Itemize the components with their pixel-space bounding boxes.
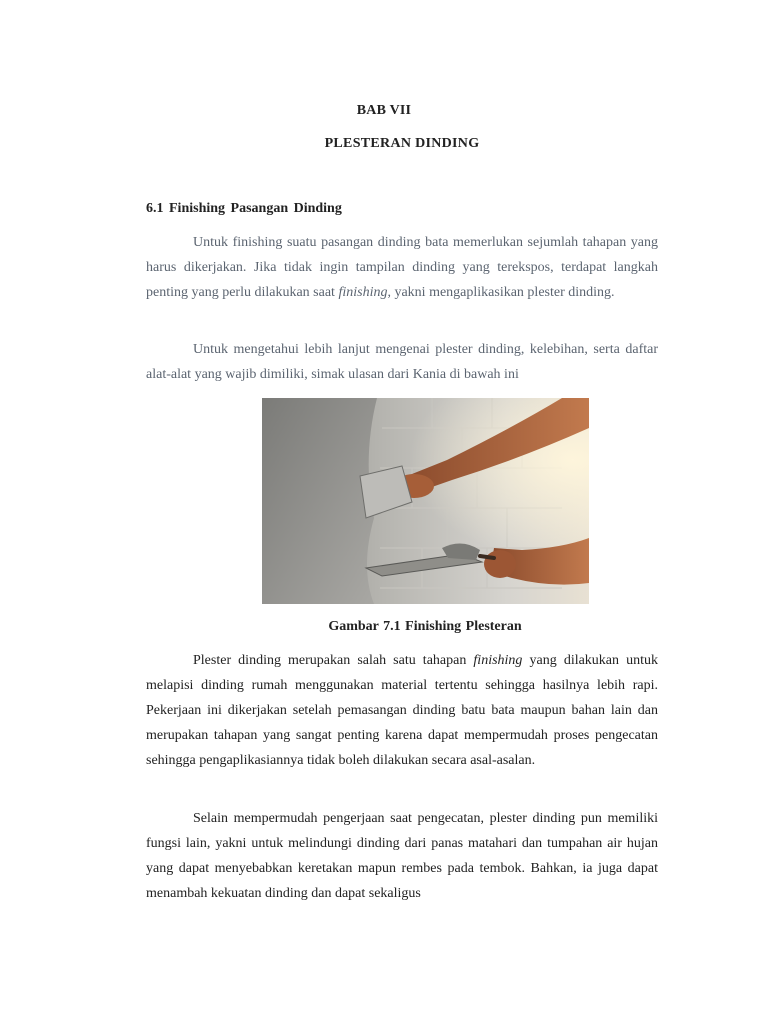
paragraph-3 bbox=[146, 648, 658, 773]
chapter-title: BAB VII bbox=[356, 103, 412, 118]
paragraph-1 bbox=[146, 230, 658, 305]
paragraph-1-italic: finishing bbox=[338, 285, 388, 300]
figure-plastering-photo bbox=[262, 398, 589, 604]
paragraph-1-text-b: , yakni mengaplikasikan plester dinding. bbox=[387, 285, 615, 300]
paragraph-2 bbox=[146, 337, 658, 387]
paragraph-3-text-b: yang dilakukan untuk melapisi dinding rumah menggunakan material tertentu sehingga hasilnya lebih rapi. Pekerjaan ini dikerjakan setelah pemasangan dinding batu bata maupun bahan lain dan merupakan tahapan yang sangat penting karena dapat mempermudah proses pengecatan sehingga pengaplikasiannya tidak boleh dilakukan secara asal-asalan. bbox=[146, 653, 658, 768]
figure-caption: Gambar 7.1 Finishing Plesteran bbox=[328, 619, 522, 634]
plastering-photo-illustration bbox=[262, 398, 589, 604]
paragraph-3-text-a: Plester dinding merupakan salah satu tahapan bbox=[193, 653, 474, 668]
paragraph-2-text: Untuk mengetahui lebih lanjut mengenai plester dinding, kelebihan, serta daftar alat-alat yang wajib dimiliki, simak ulasan dari Kania di bawah ini bbox=[146, 342, 658, 382]
paragraph-4 bbox=[146, 806, 658, 906]
paragraph-3-italic: finishing bbox=[473, 653, 523, 668]
chapter-subtitle: PLESTERAN DINDING bbox=[324, 136, 480, 151]
paragraph-1-text-a: Untuk finishing suatu pasangan dinding bata memerlukan sejumlah tahapan yang harus dikerjakan. Jika tidak ingin tampilan dinding yang terekspos, terdapat langkah penting yang perlu dilakukan saat bbox=[146, 235, 658, 300]
paragraph-4-text: Selain mempermudah pengerjaan saat pengecatan, plester dinding pun memiliki fungsi lain, yakni untuk melindungi dinding dari panas matahari dan tumpahan air hujan yang dapat menyebabkan keretakan mapun rembes pada tembok. Bahkan, ia juga dapat menambah kekuatan dinding dan dapat sekaligus bbox=[146, 811, 658, 901]
section-heading: 6.1 Finishing Pasangan Dinding bbox=[146, 201, 342, 216]
